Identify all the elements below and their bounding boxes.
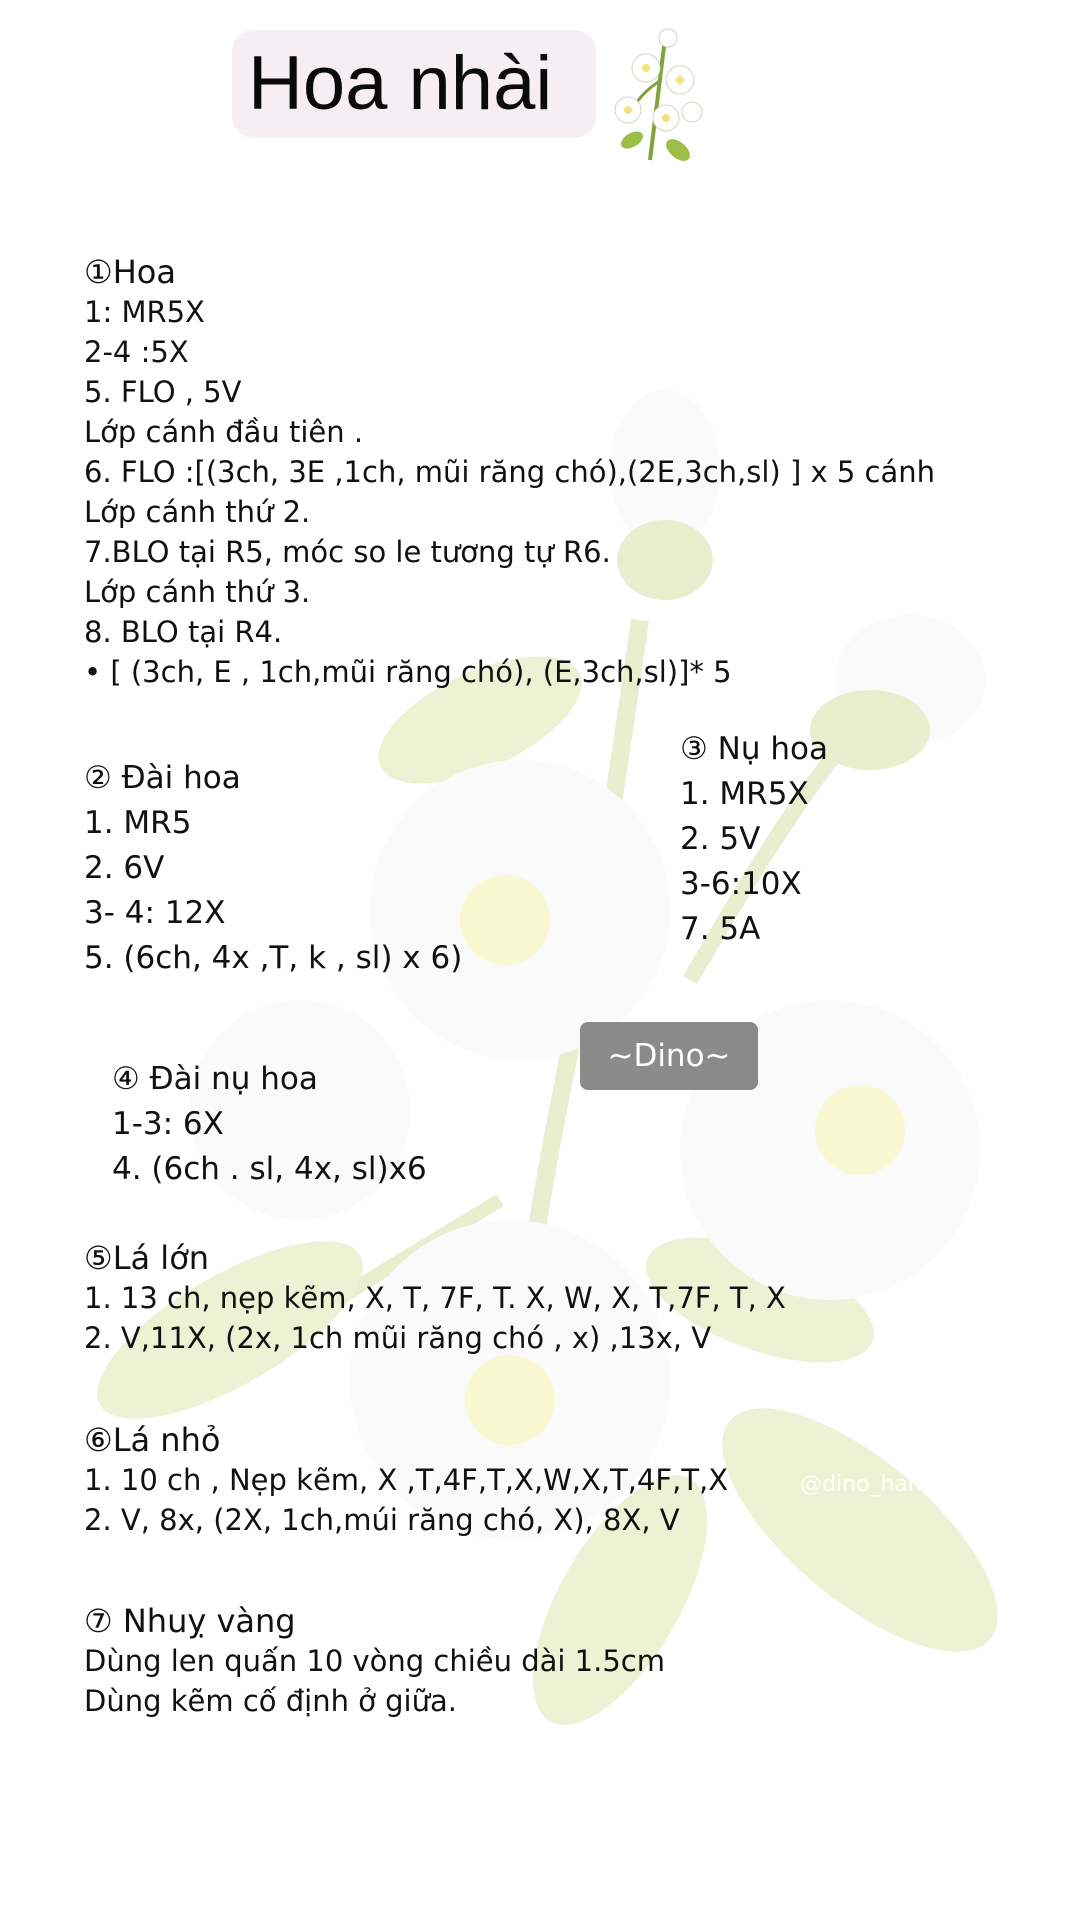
pattern-line: 4. (6ch . sl, 4x, sl)x6 <box>112 1151 427 1187</box>
section-heading: ⑦ Nhuỵ vàng <box>84 1602 296 1640</box>
pattern-line: 8. BLO tại R4. <box>84 615 283 649</box>
pattern-line: 1: MR5X <box>84 295 205 329</box>
pattern-line: 3-6:10X <box>680 866 802 902</box>
pattern-line: 1-3: 6X <box>112 1106 224 1142</box>
pattern-line: • [ (3ch, E , 1ch,mũi răng chó), (E,3ch,sl)]* 5 <box>84 655 732 689</box>
section-la-lon <box>84 1238 786 1358</box>
credit-watermark: @dino_handmade <box>800 1472 999 1497</box>
pattern-line: 2. V, 8x, (2X, 1ch,múi răng chó, X), 8X, V <box>84 1503 680 1537</box>
section-hoa <box>84 252 935 692</box>
section-heading: ①Hoa <box>84 253 176 291</box>
pattern-line: 5. (6ch, 4x ,T, k , sl) x 6) <box>84 940 463 976</box>
jasmine-sprig-icon <box>606 20 710 170</box>
pattern-line: 2-4 :5X <box>84 335 189 369</box>
pattern-line: Lớp cánh đầu tiên . <box>84 415 364 449</box>
section-nu-hoa <box>680 727 828 952</box>
section-la-nho <box>84 1420 728 1540</box>
pattern-line: 5. FLO , 5V <box>84 375 242 409</box>
section-heading: ④ Đài nụ hoa <box>112 1061 318 1097</box>
pattern-line: 7.BLO tại R5, móc so le tương tự R6. <box>84 535 611 569</box>
pattern-line: 1. MR5 <box>84 805 192 841</box>
section-heading: ⑤Lá lớn <box>84 1239 210 1277</box>
section-heading: ⑥Lá nhỏ <box>84 1421 221 1459</box>
pattern-line: 1. 10 ch , Nẹp kẽm, X ,T,4F,T,X,W,X,T,4F,T,X <box>84 1463 729 1497</box>
section-heading: ② Đài hoa <box>84 760 241 796</box>
section-heading: ③ Nụ hoa <box>680 731 828 767</box>
pattern-line: Lớp cánh thứ 2. <box>84 495 311 529</box>
pattern-line: 7. 5A <box>680 911 761 947</box>
watermark-badge: ~Dino~ <box>580 1022 758 1090</box>
pattern-line: 3- 4: 12X <box>84 895 226 931</box>
section-dai-hoa <box>84 756 462 981</box>
pattern-line: Dùng len quấn 10 vòng chiều dài 1.5cm <box>84 1644 665 1678</box>
page-title: Hoa nhài <box>248 41 553 126</box>
pattern-line: Dùng kẽm cố định ở giữa. <box>84 1684 457 1718</box>
pattern-line: Lớp cánh thứ 3. <box>84 575 311 609</box>
pattern-line: 2. V,11X, (2x, 1ch mũi răng chó , x) ,13x, V <box>84 1321 712 1355</box>
pattern-line: 6. FLO :[(3ch, 3E ,1ch, mũi răng chó),(2E,3ch,sl) ] x 5 cánh <box>84 455 936 489</box>
section-dai-nu-hoa <box>112 1057 427 1192</box>
section-nhuy-vang <box>84 1601 665 1721</box>
pattern-line: 2. 6V <box>84 850 165 886</box>
pattern-line: 1. 13 ch, nẹp kẽm, X, T, 7F, T. X, W, X, T,7F, T, X <box>84 1281 786 1315</box>
pattern-line: 1. MR5X <box>680 776 809 812</box>
pattern-line: 2. 5V <box>680 821 761 857</box>
